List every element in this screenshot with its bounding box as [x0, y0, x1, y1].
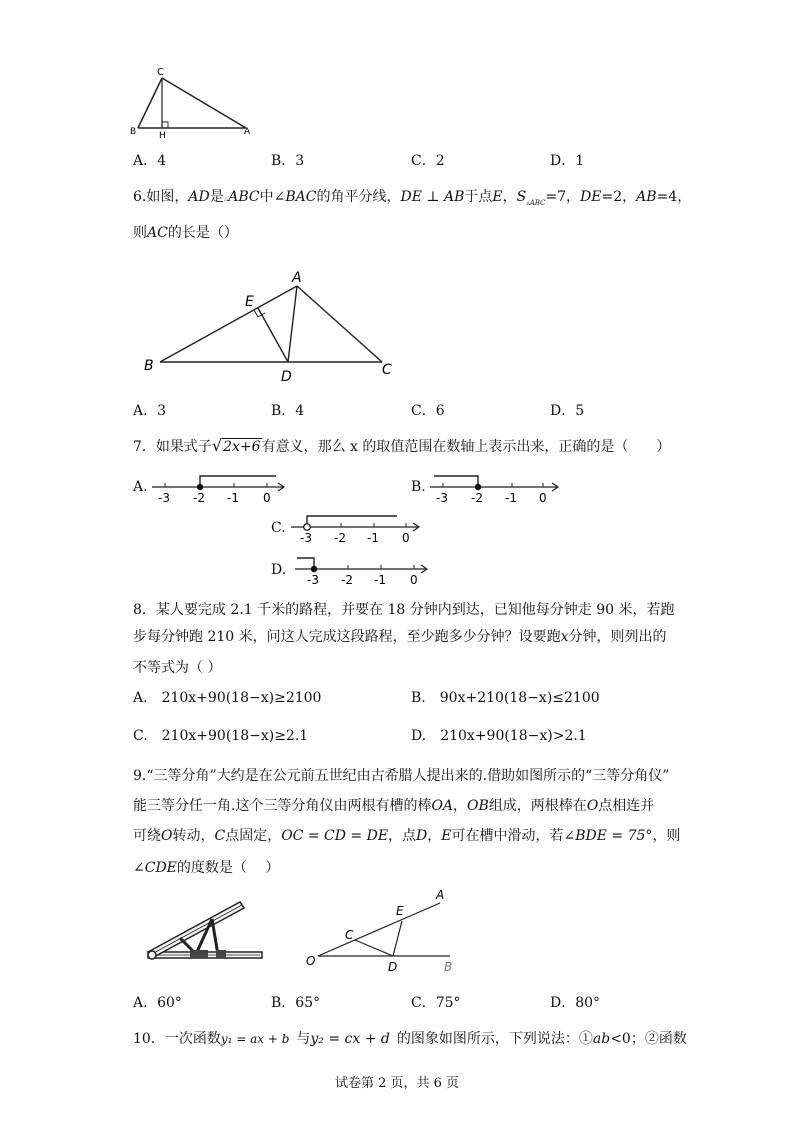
q6-option-a: A．3 [133, 403, 167, 419]
q7-option-b-label: B. [411, 479, 426, 495]
q8-stem-line2 [133, 624, 693, 651]
q6-s-subscript: ▵ABC [526, 198, 546, 207]
q7-option-c-label: C. [271, 520, 286, 536]
q7-c-tick-3: -1 [367, 531, 379, 545]
q6-option-c: C．6 [411, 403, 445, 419]
q9-stem-line4 [133, 855, 663, 882]
q6-triangle-figure [140, 268, 400, 383]
q6-bisector-text: 的角平分线， [316, 189, 401, 205]
q6-triangle-symbol: ▵ [223, 194, 229, 204]
q9-stem-line3 [133, 823, 693, 850]
q9-label-a: A [436, 888, 445, 902]
q9-label-d: D [388, 960, 398, 974]
q10-mid: 与 [296, 1031, 311, 1047]
q5-option-c: C．2 [411, 153, 445, 169]
q6-foot-text: 于点 [464, 189, 493, 205]
q5-label-h: H [159, 131, 166, 139]
q7-prefix: 7．如果式子 [133, 439, 212, 455]
q8-option-b-expr: 90x+210(18−x)≤2100 [439, 690, 600, 706]
q7-number-line-b [428, 470, 564, 506]
q6-de-perp-ab: DE ⊥ AB [400, 189, 465, 205]
q9-line3-a: 转动， [172, 828, 215, 844]
q6-stem-line1 [133, 184, 693, 217]
q8-option-d-label: D. [411, 728, 427, 744]
q9-line3-e: ，则 [652, 828, 681, 844]
q5-triangle-figure [128, 64, 258, 139]
q9-label-c: C [345, 928, 354, 942]
q7-number-line-c [289, 510, 425, 546]
q9-line3-pre: 可绕 [133, 828, 161, 844]
q9-e: E [441, 828, 452, 844]
q8-option-d [411, 728, 587, 744]
q7-b-tick-4: 0 [539, 491, 547, 505]
q9-option-d: D．80° [550, 995, 601, 1011]
q6-is: 是 [209, 189, 224, 205]
q6-de-value: =2， [601, 189, 637, 205]
q6-line2-suffix: 的长是（） [167, 225, 238, 241]
q10-ab: ab [592, 1031, 611, 1047]
q7-b-tick-2: -2 [471, 491, 483, 505]
q5-option-a: A．4 [133, 153, 167, 169]
q8-option-d-expr: 210x+90(18−x)>2.1 [440, 728, 587, 744]
q8-option-b-label: B. [411, 690, 426, 706]
q8-option-c-label: C. [133, 728, 148, 744]
q9-d: D [416, 828, 428, 844]
q7-suffix: 有意义，那么 x 的取值范围在数轴上表示出来，正确的是（ ） [261, 439, 671, 455]
q7-option-a-label: A. [133, 479, 148, 495]
q6-label-b: B [144, 358, 154, 374]
q8-line2-pre: 步每分钟跑 210 米，问这人完成这段路程，至少跑多少分钟？设要跑 [133, 629, 561, 645]
q7-d-tick-4: 0 [410, 573, 418, 587]
q6-label-d: D [281, 369, 292, 383]
q9-angle-cond: ∠BDE = 75° [563, 828, 653, 844]
q6-s: S [516, 189, 527, 205]
q8-stem-line3: 不等式为（ ） [133, 660, 222, 676]
q9-line2-post: 点相连并 [598, 798, 655, 814]
q9-o-2: O [161, 828, 173, 844]
q5-label-a: A [244, 127, 251, 137]
q9-label-b: B [444, 960, 453, 974]
q6-ab: AB [636, 189, 657, 205]
q9-line2-pre: 能三等分任一角.这个三等分角仪由两根有槽的棒 [133, 798, 432, 814]
q7-sqrt-symbol: √ [211, 436, 223, 455]
q5-label-b: B [130, 127, 137, 137]
q7-a-tick-3: -1 [227, 491, 239, 505]
q6-comma: ， [502, 189, 517, 205]
q10-stem [133, 1026, 693, 1053]
q9-oa: OA [431, 798, 454, 814]
q9-label-o: O [306, 954, 316, 968]
q9-option-b: B．65° [271, 995, 321, 1011]
q10-y1: y₁ = ax + b [220, 1032, 290, 1046]
q9-option-c: C．75° [411, 995, 461, 1011]
q6-angle-symbol: ∠ [273, 189, 286, 205]
q7-d-tick-3: -1 [374, 573, 386, 587]
q7-number-line-d [293, 552, 433, 588]
q9-o: O [586, 798, 599, 814]
q5-option-d: D．1 [550, 153, 585, 169]
q9-line2-mid: 组成，两根棒在 [488, 798, 587, 814]
q6-ab-value: =4， [656, 189, 692, 205]
q5-option-b: B．3 [271, 153, 305, 169]
q6-option-d: D．5 [550, 403, 585, 419]
q7-d-tick-1: -3 [307, 573, 319, 587]
q6-ac: AC [147, 225, 168, 241]
q9-eq: OC = CD = DE [281, 828, 389, 844]
q8-option-a-label: A. [133, 690, 148, 706]
q7-a-tick-2: -2 [193, 491, 205, 505]
q7-c-tick-1: -3 [300, 531, 312, 545]
q6-s-value: =7， [545, 189, 581, 205]
q9-geometry-figure [300, 885, 470, 980]
q9-c: C [214, 828, 226, 844]
q8-var-x: x [560, 629, 569, 645]
q6-label-e: E [245, 294, 254, 310]
q9-option-a: A．60° [133, 995, 182, 1011]
q9-stem-line1: 9.“三等分角”大约是在公元前五世纪由古希腊人提出来的.借助如图所示的“三等分角仪” [133, 768, 670, 784]
q9-ob: OB [467, 798, 489, 814]
q9-line4-pre: ∠CDE [133, 860, 177, 876]
q7-stem [133, 432, 693, 461]
q10-suffix2: <0；②函数 [610, 1031, 687, 1047]
q6-label-a: A [292, 270, 302, 286]
q6-abc: ABC [228, 189, 260, 205]
q10-suffix: 的图象如图所示，下列说法：① [396, 1031, 593, 1047]
q7-c-tick-4: 0 [402, 531, 410, 545]
q6-bac: BAC [285, 189, 317, 205]
q9-line3-b: 点固定， [225, 828, 282, 844]
q6-stem-line2 [133, 220, 663, 247]
q6-text-prefix: 6.如图， [133, 189, 189, 205]
q8-option-c [133, 728, 308, 744]
q9-line3-c: ，点 [388, 828, 417, 844]
q6-e: E [492, 189, 503, 205]
q7-b-tick-1: -3 [436, 491, 448, 505]
q10-prefix: 10．一次函数 [133, 1031, 221, 1047]
q8-stem-line1: 8．某人要完成 2.1 千米的路程，并要在 18 分钟内到达，已知他每分钟走 90 米，若跑 [133, 602, 675, 618]
q9-sep: ， [453, 798, 468, 814]
q7-b-tick-3: -1 [505, 491, 517, 505]
q9-stem-line2 [133, 793, 693, 820]
q9-label-e: E [396, 904, 404, 918]
q7-a-tick-1: -3 [158, 491, 170, 505]
q8-option-a-expr: 210x+90(18−x)≥2100 [161, 690, 322, 706]
page-footer: 试卷第 2 页，共 6 页 [334, 1076, 460, 1091]
q6-option-b: B．4 [271, 403, 305, 419]
q7-option-d-label: D. [271, 562, 287, 578]
q10-y2: y₂ = cx + d [310, 1031, 390, 1047]
q7-radicand: 2x+6 [223, 439, 261, 455]
q9-sep-2: ， [427, 828, 442, 844]
q7-number-line-a [150, 470, 290, 506]
q9-line3-d: 可在槽中滑动，若 [451, 828, 564, 844]
q6-ad: AD [188, 189, 210, 205]
q8-option-b [411, 690, 600, 706]
q6-label-c: C [382, 362, 392, 378]
q6-line2-prefix: 则 [133, 225, 147, 241]
q7-c-tick-2: -2 [334, 531, 346, 545]
q9-line4-post: 的度数是（ ） [176, 860, 280, 876]
q8-option-a [133, 690, 321, 706]
q7-a-tick-4: 0 [263, 491, 271, 505]
q8-option-c-expr: 210x+90(18−x)≥2.1 [161, 728, 309, 744]
q6-zhong: 中 [259, 189, 274, 205]
q7-d-tick-2: -2 [341, 573, 353, 587]
q9-trisector-instrument-figure [140, 892, 270, 972]
q8-line2-post: 分钟，则列出的 [568, 629, 667, 645]
q5-label-c: C [157, 67, 164, 78]
q6-de: DE [580, 189, 602, 205]
